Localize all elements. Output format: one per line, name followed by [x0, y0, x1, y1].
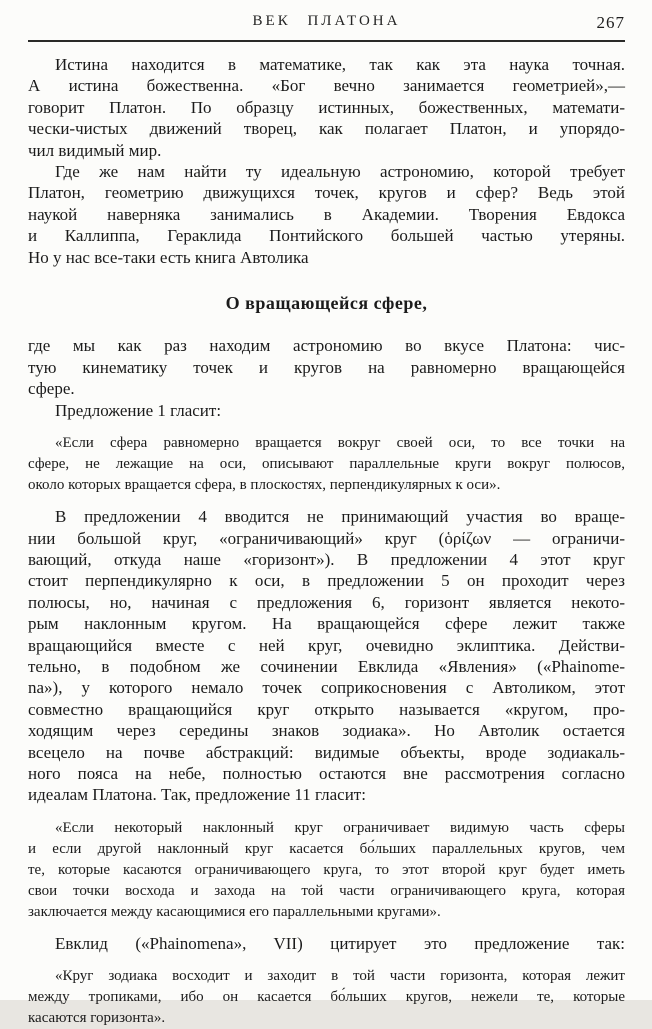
text-line: «Круг зодиака восходит и заходит в той части горизонта, которая лежит — [55, 968, 625, 985]
text-column — [28, 54, 625, 1029]
text-line: стоит перпендикулярно к оси, в предложении 5 он проходит через — [28, 571, 625, 591]
quote-block — [28, 433, 625, 496]
paragraph — [28, 400, 625, 421]
text-line: ходящим через середины знаков зодиака». Но Автолик остается — [28, 721, 625, 741]
text-line: na»), у которого немало точек соприкосновения с Автоликом, этот — [28, 678, 625, 698]
text-line: идеалам Платона. Так, предложение 11 гласит: — [28, 785, 366, 805]
text-line: Платон, геометрию движущихся точек, кругов и сфер? Ведь этой — [28, 183, 625, 203]
text-line: Где же нам найти ту идеальную астрономию, которой требует — [55, 162, 625, 182]
text-line: и Каллиппа, Гераклида Понтийского большей частью утеряны. — [28, 226, 625, 246]
text-line: «Если некоторый наклонный круг ограничивает видимую часть сферы — [55, 819, 625, 836]
text-line: ного пояса на небе, полностью остаются вне рассмотрения согласно — [28, 763, 625, 783]
page-number: 267 — [596, 13, 625, 32]
quote-block — [28, 818, 625, 923]
text-line: наукой наверняка занимались в Академии. Творения Евдокса — [28, 204, 625, 224]
text-line: Истина находится в математике, так как эта наука точная. — [55, 55, 625, 74]
text-line: Евклид («Phainomena», VII) цитирует это предложение так: — [55, 933, 625, 953]
text-line: те, которые касаются ограничивающего круга, то этот второй круг будет иметь — [28, 861, 625, 878]
text-line: где мы как раз находим астрономию во вкусе Платона: чис- — [28, 336, 625, 356]
text-line: сфере, не лежащие на оси, описывают параллельные круги вокруг полюсов, — [28, 456, 625, 473]
text-line: между тропиками, ибо он касается бо́льших кругов, нежели те, которые — [28, 989, 625, 1006]
text-line: всецело на почве абстракций: видимые объекты, вроде зодиакаль- — [28, 742, 625, 762]
running-title: ВЕК ПЛАТОНА — [252, 13, 401, 29]
text-line: тую кинематику точек и кругов на равномерно вращающейся — [28, 357, 625, 377]
paragraph — [28, 54, 625, 161]
text-line: совместно вращающийся круг открыто называется «кругом, про- — [28, 699, 625, 719]
text-line: тельно, в подобном же сочинении Евклида «Явления» («Phainome- — [28, 656, 625, 676]
text-line: вающий, откуда наше «горизонт»). В предложении 4 этот круг — [28, 549, 625, 569]
text-line: нии большой круг, «ограничивающий» круг (ὁρίζων — ограничи- — [28, 528, 625, 548]
paragraph — [28, 506, 625, 806]
text-line: касаются горизонта». — [28, 1010, 166, 1027]
quote-block — [28, 966, 625, 1029]
paragraph — [28, 161, 625, 268]
text-line: заключается между касающимися его параллельными кругами». — [28, 903, 441, 920]
text-line: В предложении 4 вводится не принимающий участия во враще- — [55, 507, 625, 527]
text-line: и если другой наклонный круг касается бо́льших параллельных кругов, чем — [28, 840, 625, 857]
paragraph — [28, 933, 625, 954]
text-line: Предложение 1 гласит: — [55, 400, 222, 420]
section-heading — [28, 293, 625, 314]
text-line: сфере. — [28, 379, 75, 399]
text-line: рым наклонным кругом. На вращающейся сфере лежит также — [28, 614, 625, 634]
text-line: «Если сфера равномерно вращается вокруг своей оси, то все точки на — [55, 435, 625, 452]
text-line: чил видимый мир. — [28, 140, 162, 160]
text-line: говорит Платон. По образцу истинных, божественных, математи- — [28, 97, 625, 117]
text-line: вращающийся вместе с ней круг, очевидно эклиптика. Действи- — [28, 635, 625, 655]
text-line: А истина божественна. «Бог вечно занимается геометрией»,— — [28, 76, 625, 96]
text-line: Но у нас все-таки есть книга Автолика — [28, 247, 309, 267]
text-line: О вращающейся сфере, — [225, 293, 428, 314]
text-line: полюсы, но, начиная с предложения 6, горизонт является некото- — [28, 592, 625, 612]
text-line: свои точки восхода и захода на той части ограничивающего круга, которая — [28, 882, 625, 899]
text-line: чески-чистых движений творец, как полагает Платон, и упорядо- — [28, 119, 625, 139]
paragraph — [28, 335, 625, 399]
page-header — [28, 13, 625, 35]
header-rule — [28, 40, 625, 42]
text-line: около которых вращается сфера, в плоскостях, перпендикулярных к оси». — [28, 477, 501, 494]
